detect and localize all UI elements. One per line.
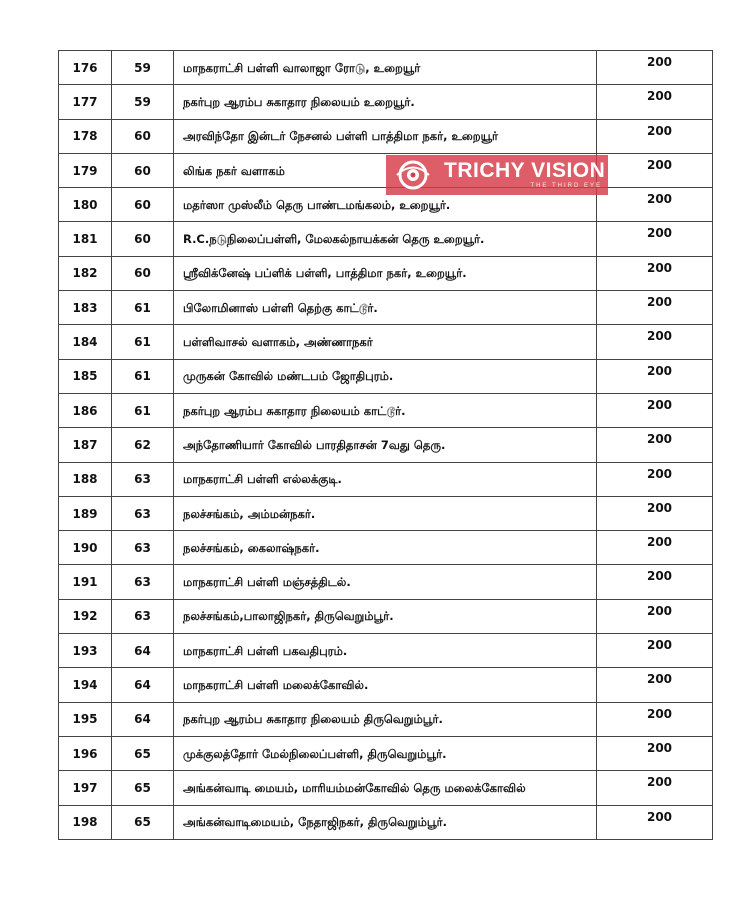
location-cell: நலச்சங்கம், கைலாஷ்நகர். [174,531,597,565]
serial-number-cell: 191 [59,565,112,599]
ward-number-cell: 61 [112,359,174,393]
serial-number-cell: 182 [59,256,112,290]
ward-number-cell: 60 [112,256,174,290]
count-cell [597,496,713,530]
count-value: 200 [646,55,673,69]
serial-number-cell: 190 [59,531,112,565]
serial-number-cell: 195 [59,702,112,736]
count-cell [597,256,713,290]
eye-logo-icon [386,155,440,195]
location-cell: அந்தோணியார் கோவில் பாரதிதாசன் 7வது தெரு. [174,428,597,462]
location-cell: அரவிந்தோ இன்டர் நேசனல் பள்ளி பாத்திமா நகர், உறையூர் [174,119,597,153]
serial-number-cell: 185 [59,359,112,393]
ward-number-cell: 60 [112,153,174,187]
count-value: 200 [646,295,673,310]
table-row [59,291,713,325]
location-cell: மாநகராட்சி பள்ளி எல்லக்குடி. [174,462,597,496]
count-cell [597,668,713,702]
serial-number-cell: 198 [59,805,112,839]
ward-number-cell: 59 [112,51,174,85]
ward-number-cell: 64 [112,668,174,702]
serial-number-cell: 186 [59,393,112,427]
ward-number-cell: 60 [112,188,174,222]
count-value: 200 [646,638,673,653]
count-value: 200 [646,569,673,584]
table-row [59,359,713,393]
count-cell [597,51,713,85]
count-value: 200 [646,226,673,241]
location-cell: முக்குலத்தோர் மேல்நிலைப்பள்ளி, திருவெறும்பூர். [174,736,597,770]
count-cell [597,736,713,770]
count-cell [597,291,713,325]
table-row [59,85,713,119]
serial-number-cell: 187 [59,428,112,462]
location-cell: அங்கன்வாடி மையம், மாரியம்மன்கோவில் தெரு மலைக்கோவில் [174,771,597,805]
table-row [59,325,713,359]
serial-number-cell: 196 [59,736,112,770]
count-value: 200 [646,157,673,172]
count-cell [597,119,713,153]
location-cell: மாநகராட்சி பள்ளி மஞ்சத்திடல். [174,565,597,599]
table-row [59,256,713,290]
table-row [59,736,713,770]
count-value: 200 [646,603,673,618]
watermark-text [440,155,608,195]
count-value: 200 [646,740,673,755]
table-row [59,668,713,702]
count-value: 200 [646,123,673,138]
ward-number-cell: 65 [112,736,174,770]
count-value: 200 [646,466,673,481]
location-cell: நகர்புற ஆரம்ப சுகாதார நிலையம் உறையூர். [174,85,597,119]
count-value: 200 [646,192,673,207]
table-row [59,805,713,839]
count-cell [597,85,713,119]
table-row [59,393,713,427]
serial-number-cell: 178 [59,119,112,153]
ward-number-cell: 63 [112,565,174,599]
ward-number-cell: 65 [112,805,174,839]
table-row [59,702,713,736]
serial-number-cell: 197 [59,771,112,805]
table-row [59,462,713,496]
ward-number-cell: 64 [112,702,174,736]
count-value: 200 [646,775,673,790]
count-cell [597,771,713,805]
count-value: 200 [646,363,673,378]
count-value: 200 [646,535,673,550]
location-cell: அங்கன்வாடிமையம், நேதாஜிநகர், திருவெறும்பூர். [174,805,597,839]
watermark-brand: TRICHY VISION [444,159,606,182]
ward-number-cell: 61 [112,393,174,427]
count-value: 200 [646,500,673,515]
location-cell: மாநகராட்சி பள்ளி வாலாஜா ரோடு, உறையூர் [174,51,597,85]
serial-number-cell: 183 [59,291,112,325]
serial-number-cell: 176 [59,51,112,85]
ward-number-cell: 60 [112,119,174,153]
ward-number-cell: 63 [112,599,174,633]
table-row [59,496,713,530]
ward-number-cell: 61 [112,291,174,325]
ward-number-cell: 60 [112,222,174,256]
location-cell: பள்ளிவாசல் வளாகம், அண்ணாநகர் [174,325,597,359]
count-value: 200 [646,89,673,104]
count-value: 200 [646,706,673,721]
table-row [59,222,713,256]
serial-number-cell: 188 [59,462,112,496]
count-cell [597,188,713,222]
table-row [59,428,713,462]
serial-number-cell: 177 [59,85,112,119]
location-cell: மதர்ஸா முஸ்லீம் தெரு பாண்டமங்கலம், உறையூர். [174,188,597,222]
table-row [59,531,713,565]
table-row [59,119,713,153]
ward-number-cell: 63 [112,462,174,496]
serial-number-cell: 189 [59,496,112,530]
table-row [59,51,713,85]
location-cell: நகர்புற ஆரம்ப சுகாதார நிலையம் திருவெறும்பூர். [174,702,597,736]
count-cell [597,702,713,736]
location-cell: R.C.நடுநிலைப்பள்ளி, மேலகல்நாயக்கன் தெரு உறையூர். [174,222,597,256]
count-value: 200 [646,329,673,344]
trichy-vision-watermark [386,155,608,195]
location-cell: முருகன் கோவில் மண்டபம் ஜோதிபுரம். [174,359,597,393]
count-value: 200 [646,672,673,687]
count-cell [597,325,713,359]
location-cell: லிங்க நகர் வளாகம் [174,153,597,187]
serial-number-cell: 192 [59,599,112,633]
serial-number-cell: 184 [59,325,112,359]
location-cell: ஸ்ரீவிக்னேஷ் பப்ளிக் பள்ளி, பாத்திமா நகர், உறையூர். [174,256,597,290]
serial-number-cell: 180 [59,188,112,222]
ward-number-cell: 61 [112,325,174,359]
count-value: 200 [646,809,673,824]
location-cell: நகர்புற ஆரம்ப சுகாதார நிலையம் காட்டூர். [174,393,597,427]
count-cell [597,531,713,565]
count-cell [597,462,713,496]
table-row [59,771,713,805]
serial-number-cell: 193 [59,634,112,668]
count-value: 200 [646,397,673,412]
count-cell [597,153,713,187]
location-cell: மாநகராட்சி பள்ளி பகவதிபுரம். [174,634,597,668]
ward-number-cell: 62 [112,428,174,462]
count-cell [597,428,713,462]
serial-number-cell: 194 [59,668,112,702]
serial-number-cell: 179 [59,153,112,187]
watermark-tagline: THE THIRD EYE [530,183,602,189]
count-cell [597,222,713,256]
location-cell: நலச்சங்கம், அம்மன்நகர். [174,496,597,530]
table-row [59,565,713,599]
count-cell [597,634,713,668]
ward-number-cell: 65 [112,771,174,805]
table-row [59,634,713,668]
count-cell [597,599,713,633]
ward-number-cell: 64 [112,634,174,668]
count-value: 200 [646,260,673,275]
table-row [59,599,713,633]
ward-number-cell: 63 [112,531,174,565]
count-cell [597,805,713,839]
count-cell [597,565,713,599]
count-cell [597,359,713,393]
location-cell: நலச்சங்கம்,பாலாஜிநகர், திருவெறும்பூர். [174,599,597,633]
serial-number-cell: 181 [59,222,112,256]
location-cell: மாநகராட்சி பள்ளி மலைக்கோவில். [174,668,597,702]
count-value: 200 [646,432,673,447]
ward-number-cell: 63 [112,496,174,530]
ward-number-cell: 59 [112,85,174,119]
count-cell [597,393,713,427]
location-cell: பிலோமினாஸ் பள்ளி தெற்கு காட்டூர். [174,291,597,325]
